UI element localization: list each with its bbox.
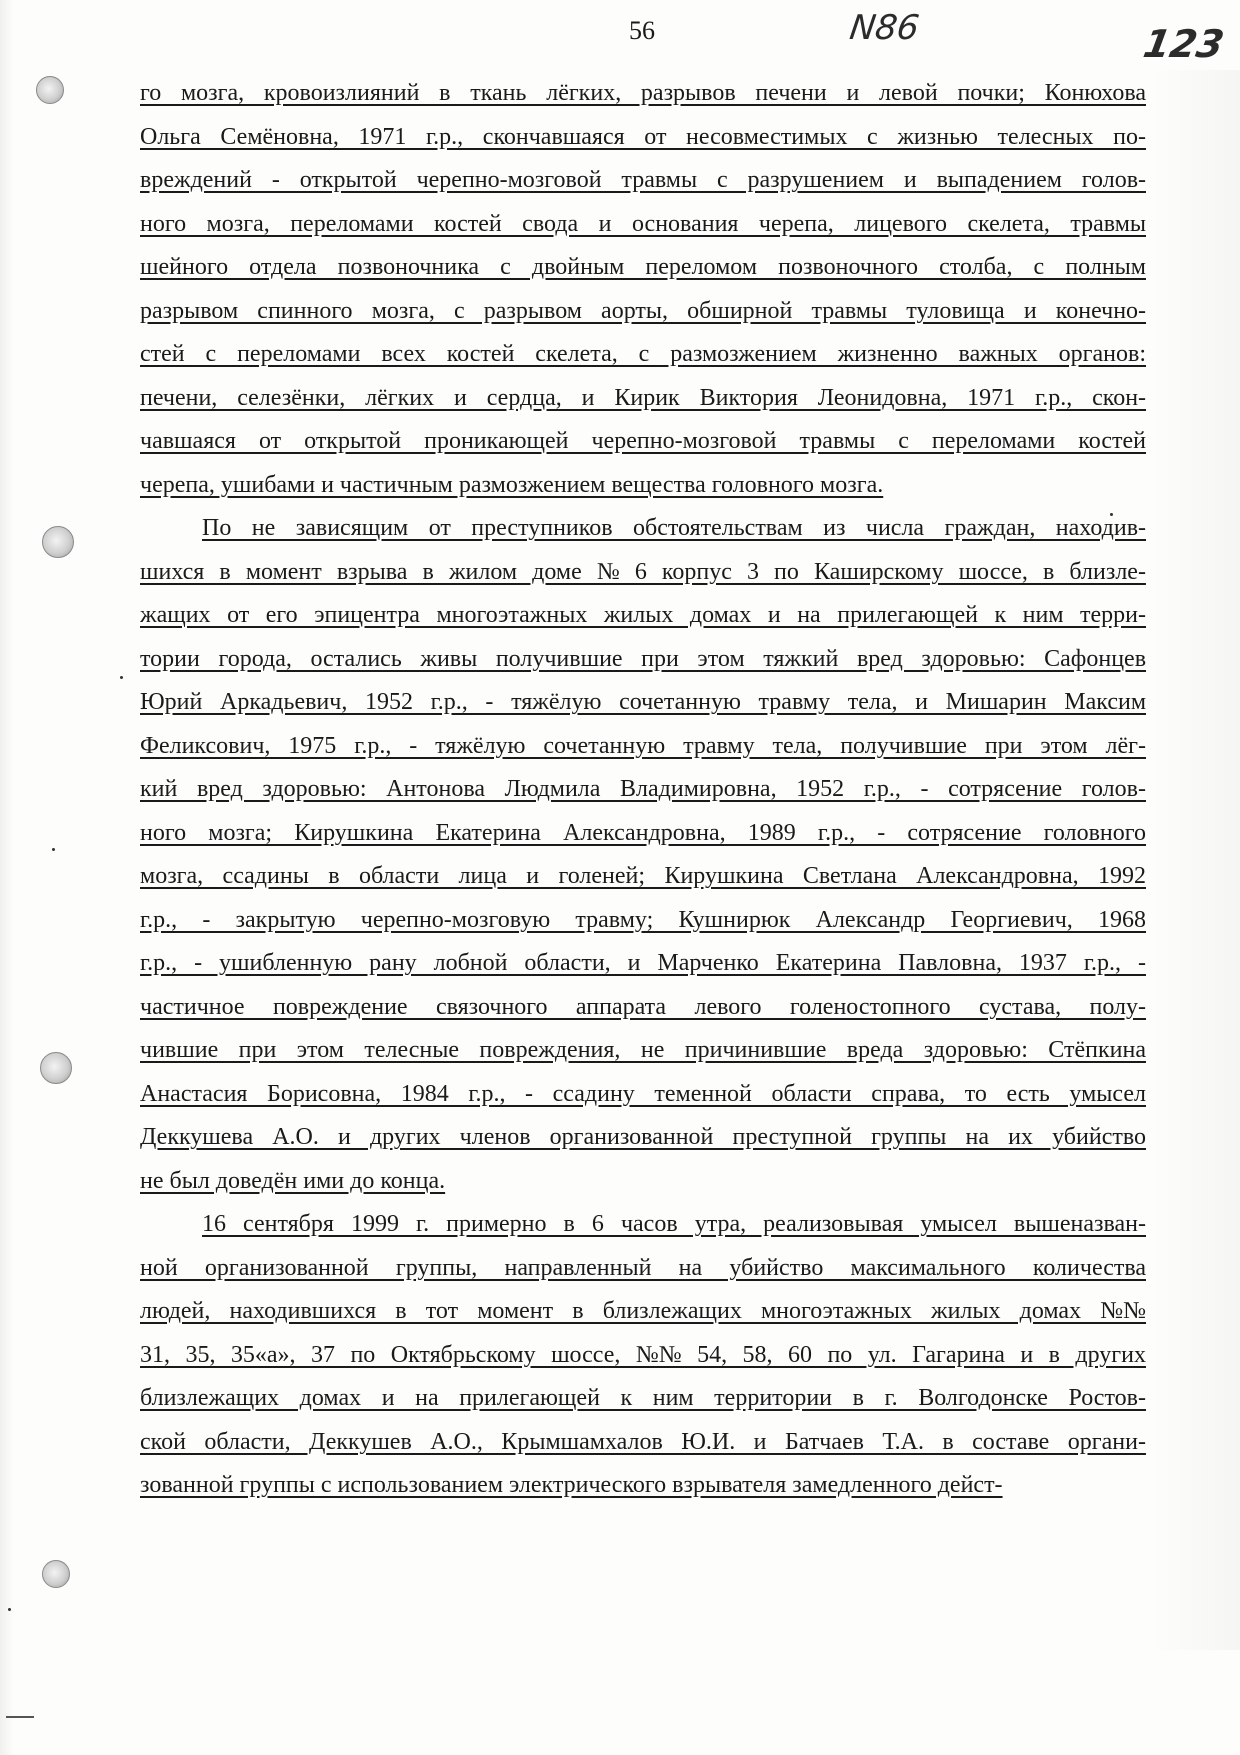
paragraph [140, 507, 1146, 1203]
text-line-content: жащих от его эпицентра многоэтажных жилых домах и на прилегающей к ним терри- [140, 602, 1146, 628]
text-line [140, 725, 1146, 769]
scan-left-edge-shadow [0, 0, 14, 1755]
text-line [140, 1073, 1146, 1117]
text-line-content: ного мозга; Кирушкина Екатерина Александровна, 1989 г.р., - сотрясение головного [140, 819, 1146, 846]
scan-speck [120, 676, 123, 679]
text-line [140, 333, 1146, 377]
text-line [140, 855, 1146, 899]
text-line-content: чившие при этом телесные повреждения, не причинившие вреда здоровью: Стёпкина [140, 1037, 1146, 1063]
text-line-content: ного мозга, переломами костей свода и основания черепа, лицевого скелета, травмы [140, 210, 1146, 237]
text-line-content: частичное повреждение связочного аппарата левого голеностопного сустава, полу- [140, 993, 1146, 1020]
text-line [140, 812, 1146, 856]
text-line-content: печени, селезёнки, лёгких и сердца, и Кирик Виктория Леонидовна, 1971 г.р., скон- [140, 384, 1146, 411]
text-line [140, 1160, 1146, 1204]
text-line-content: Деккушева А.О. и других членов организованной преступной группы на их убийство [140, 1124, 1146, 1150]
text-line-content: зованной группы с использованием электрического взрывателя замедленного дейст- [140, 1472, 1003, 1498]
text-line-content: стей с переломами всех костей скелета, с размозжением жизненно важных органов: [140, 341, 1146, 367]
text-line [140, 203, 1146, 247]
scan-edge-mark [6, 1716, 34, 1718]
text-line [140, 1203, 1146, 1247]
page-number: 56 [629, 16, 655, 45]
text-line-content: вреждений - открытой черепно-мозговой травмы с разрушением и выпадением голов- [140, 167, 1146, 193]
handwritten-sheet-number: 123 [1140, 22, 1228, 66]
text-line [140, 116, 1146, 160]
text-line-content: ной организованной группы, направленный на убийство максимального количества [140, 1254, 1146, 1281]
text-line-content: ской области, Деккушев А.О., Крымшамхалов Ю.И. и Батчаев Т.А. в составе органи- [140, 1428, 1146, 1455]
text-line [140, 942, 1146, 986]
punch-hole-icon [36, 76, 64, 104]
punch-hole-icon [42, 1560, 70, 1588]
text-line [140, 1247, 1146, 1291]
paragraph [140, 72, 1146, 507]
text-line-content: Юрий Аркадьевич, 1952 г.р., - тяжёлую сочетанную травму тела, и Мишарин Максим [140, 689, 1146, 715]
text-line-content: го мозга, кровоизлияний в ткань лёгких, разрывов печени и левой почки; Конюхова [140, 80, 1146, 106]
text-line-content: черепа, ушибами и частичным размозжением вещества головного мозга. [140, 471, 884, 498]
punch-hole-icon [40, 1052, 72, 1084]
text-line [140, 1290, 1146, 1334]
text-line-content: шихся в момент взрыва в жилом доме № 6 корпус 3 по Каширскому шоссе, в близле- [140, 558, 1146, 585]
text-line [140, 377, 1146, 421]
text-line-content: мозга, ссадины в области лица и голеней; Кирушкина Светлана Александровна, 1992 [140, 863, 1146, 889]
text-line-content: Феликсович, 1975 г.р., - тяжёлую сочетанную травму тела, получившие при этом лёг- [140, 732, 1146, 759]
text-line [140, 681, 1146, 725]
handwritten-case-number: N86 [847, 8, 922, 48]
text-line-content: Анастасия Борисовна, 1984 г.р., - ссадину теменной области справа, то есть умысел [140, 1080, 1146, 1107]
text-line [140, 1116, 1146, 1160]
text-line [140, 246, 1146, 290]
text-line [140, 899, 1146, 943]
scan-bleed-through [1150, 70, 1240, 1650]
text-line [140, 986, 1146, 1030]
text-line-content: чавшаяся от открытой проникающей черепно-мозговой травмы с переломами костей [140, 428, 1146, 454]
text-line [140, 1029, 1146, 1073]
text-line-content: кий вред здоровью: Антонова Людмила Владимировна, 1952 г.р., - сотрясение голов- [140, 776, 1146, 802]
text-line [140, 420, 1146, 464]
text-line [140, 1334, 1146, 1378]
text-line-content: людей, находившихся в тот момент в близлежащих многоэтажных жилых домах №№ [140, 1298, 1146, 1324]
text-line [140, 72, 1146, 116]
text-line-content: 31, 35, 35«а», 37 по Октябрьскому шоссе, №№ 54, 58, 60 по ул. Гагарина и в других [140, 1341, 1146, 1368]
text-line [140, 638, 1146, 682]
body-text [140, 72, 1146, 1508]
text-line-content: тории города, остались живы получившие при этом тяжкий вред здоровью: Сафонцев [140, 645, 1146, 672]
punch-hole-icon [42, 526, 74, 558]
text-line-content: г.р., - ушибленную рану лобной области, и Марченко Екатерина Павловна, 1937 г.р., - [140, 950, 1146, 976]
text-line [140, 290, 1146, 334]
text-line [140, 159, 1146, 203]
scan-speck [8, 1608, 11, 1611]
text-line [140, 768, 1146, 812]
text-line [140, 507, 1146, 551]
text-line [140, 551, 1146, 595]
text-line-content: близлежащих домах и на прилегающей к ним территории в г. Волгодонске Ростов- [140, 1385, 1146, 1411]
paragraph [140, 1203, 1146, 1508]
text-line-content: шейного отдела позвоночника с двойным переломом позвоночного столба, с полным [140, 254, 1146, 280]
text-line-content: г.р., - закрытую черепно-мозговую травму; Кушнирюк Александр Георгиевич, 1968 [140, 906, 1146, 933]
text-line [140, 594, 1146, 638]
text-line [140, 1464, 1146, 1508]
text-line-content: разрывом спинного мозга, с разрывом аорты, обширной травмы туловища и конечно- [140, 297, 1146, 324]
text-line-content: Ольга Семёновна, 1971 г.р., скончавшаяся от несовместимых с жизнью телесных по- [140, 123, 1146, 150]
text-line [140, 1421, 1146, 1465]
text-line-content: По не зависящим от преступников обстоятельствам из числа граждан, находив- [202, 515, 1146, 541]
text-line-content: не был доведён ими до конца. [140, 1167, 446, 1194]
text-line [140, 1377, 1146, 1421]
text-line-content: 16 сентября 1999 г. примерно в 6 часов утра, реализовывая умысел вышеназван- [202, 1211, 1146, 1237]
text-line [140, 464, 1146, 508]
scan-speck [52, 848, 55, 851]
